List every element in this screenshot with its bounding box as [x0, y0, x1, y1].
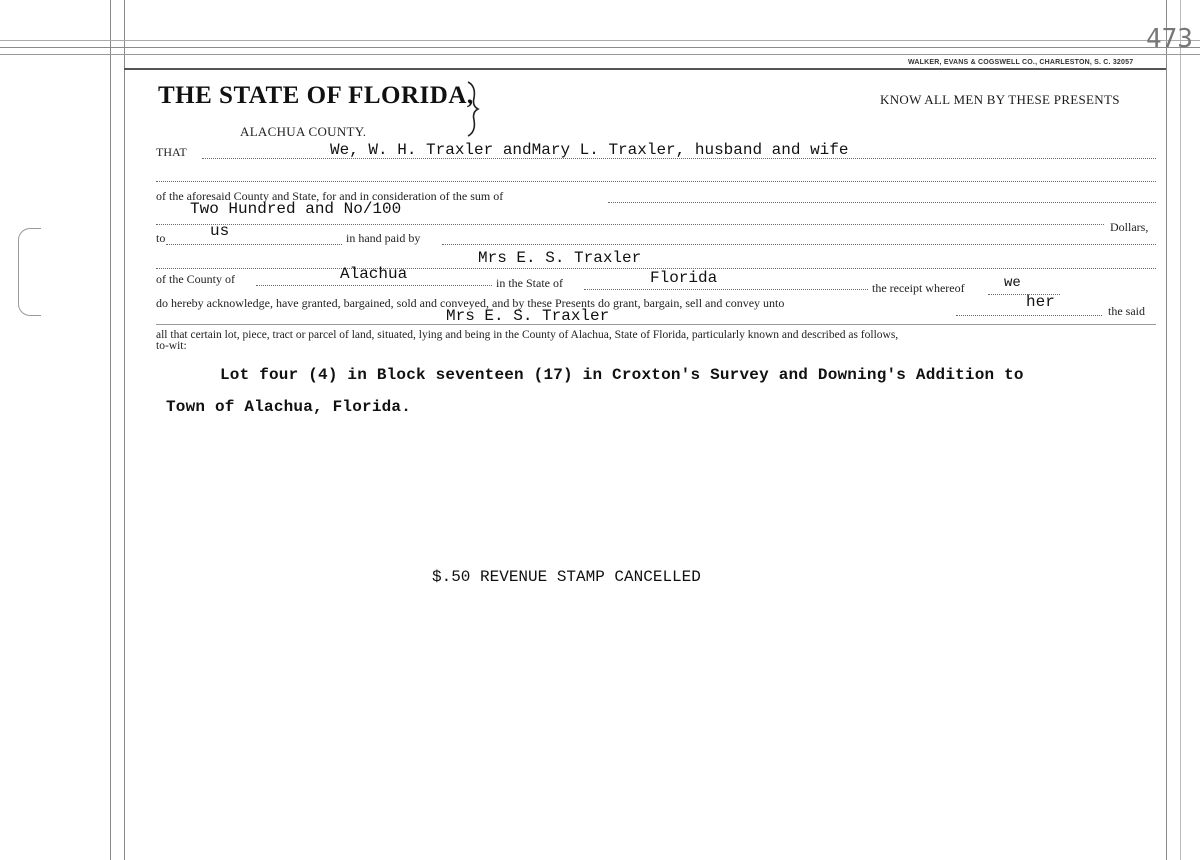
know-all-men-heading: KNOW ALL MEN BY THESE PRESENTS [880, 92, 1120, 107]
brace-mark [462, 80, 484, 138]
state-line [584, 289, 868, 290]
grantors-value: We, W. H. Traxler andMary L. Traxler, husband and wife [330, 141, 849, 159]
convey-unto-line [956, 315, 1102, 316]
consideration-line [608, 202, 1156, 203]
aforesaid-text: of the aforesaid County and State, for and in consideration of the sum of [156, 189, 504, 203]
right-margin-rule [1166, 0, 1167, 860]
receipt-label: the receipt whereof [872, 281, 965, 295]
printer-imprint: WALKER, EVANS & COGSWELL CO., CHARLESTON, S. C. 32057 [908, 59, 1134, 66]
dollars-label: Dollars, [1110, 220, 1149, 234]
acknowledge-text: do hereby acknowledge, have granted, bargained, sold and conveyed, and by these Presents do grant, bargain, sell and convey unto [156, 296, 785, 310]
state-value: Florida [650, 269, 718, 287]
legal-description-line-2: Town of Alachua, Florida. [166, 398, 412, 416]
that-label: THAT [156, 145, 187, 159]
county-value: Alachua [340, 265, 408, 283]
to-line [166, 244, 342, 245]
blank-line [156, 181, 1156, 182]
all-that-text: all that certain lot, piece, tract or parcel of land, situated, lying and being in the County of Alachua, State of Florida, particularly known and described as follows, [156, 329, 899, 341]
grantee-line [156, 324, 1156, 325]
left-margin-rule-inner [124, 0, 125, 860]
to-label: to [156, 231, 166, 245]
convey-unto-value: her [1026, 293, 1055, 311]
binder-hole-mark [18, 228, 41, 316]
sum-value: Two Hundred and No/100 [190, 200, 402, 218]
of-county-label: of the County of [156, 272, 235, 286]
paid-by-value: Mrs E. S. Traxler [478, 249, 642, 267]
right-margin-rule-outer [1180, 0, 1181, 860]
revenue-stamp-note: $.50 REVENUE STAMP CANCELLED [432, 568, 701, 586]
page-number: 473 [1146, 24, 1193, 54]
top-rule-2 [0, 47, 1200, 48]
legal-description-line-1: Lot four (4) in Block seventeen (17) in Croxton's Survey and Downing's Addition to [220, 366, 1024, 384]
sum-line [156, 224, 1104, 225]
paid-to-value: us [210, 222, 230, 240]
receipt-value: we [1004, 275, 1021, 291]
county-line [256, 285, 492, 286]
form-top-rule [124, 68, 1166, 70]
left-margin-rule [110, 0, 111, 860]
hand-paid-label: in hand paid by [346, 231, 421, 245]
top-rule-3 [0, 54, 1200, 55]
grantee-value: Mrs E. S. Traxler [446, 307, 610, 325]
state-title: THE STATE OF FLORIDA, [158, 82, 474, 109]
hand-paid-line [442, 244, 1156, 245]
in-state-label: in the State of [496, 276, 563, 290]
the-said-label: the said [1108, 304, 1145, 318]
top-rule [0, 40, 1200, 41]
county-heading: ALACHUA COUNTY. [240, 124, 367, 139]
to-wit-label: to-wit: [156, 340, 187, 352]
